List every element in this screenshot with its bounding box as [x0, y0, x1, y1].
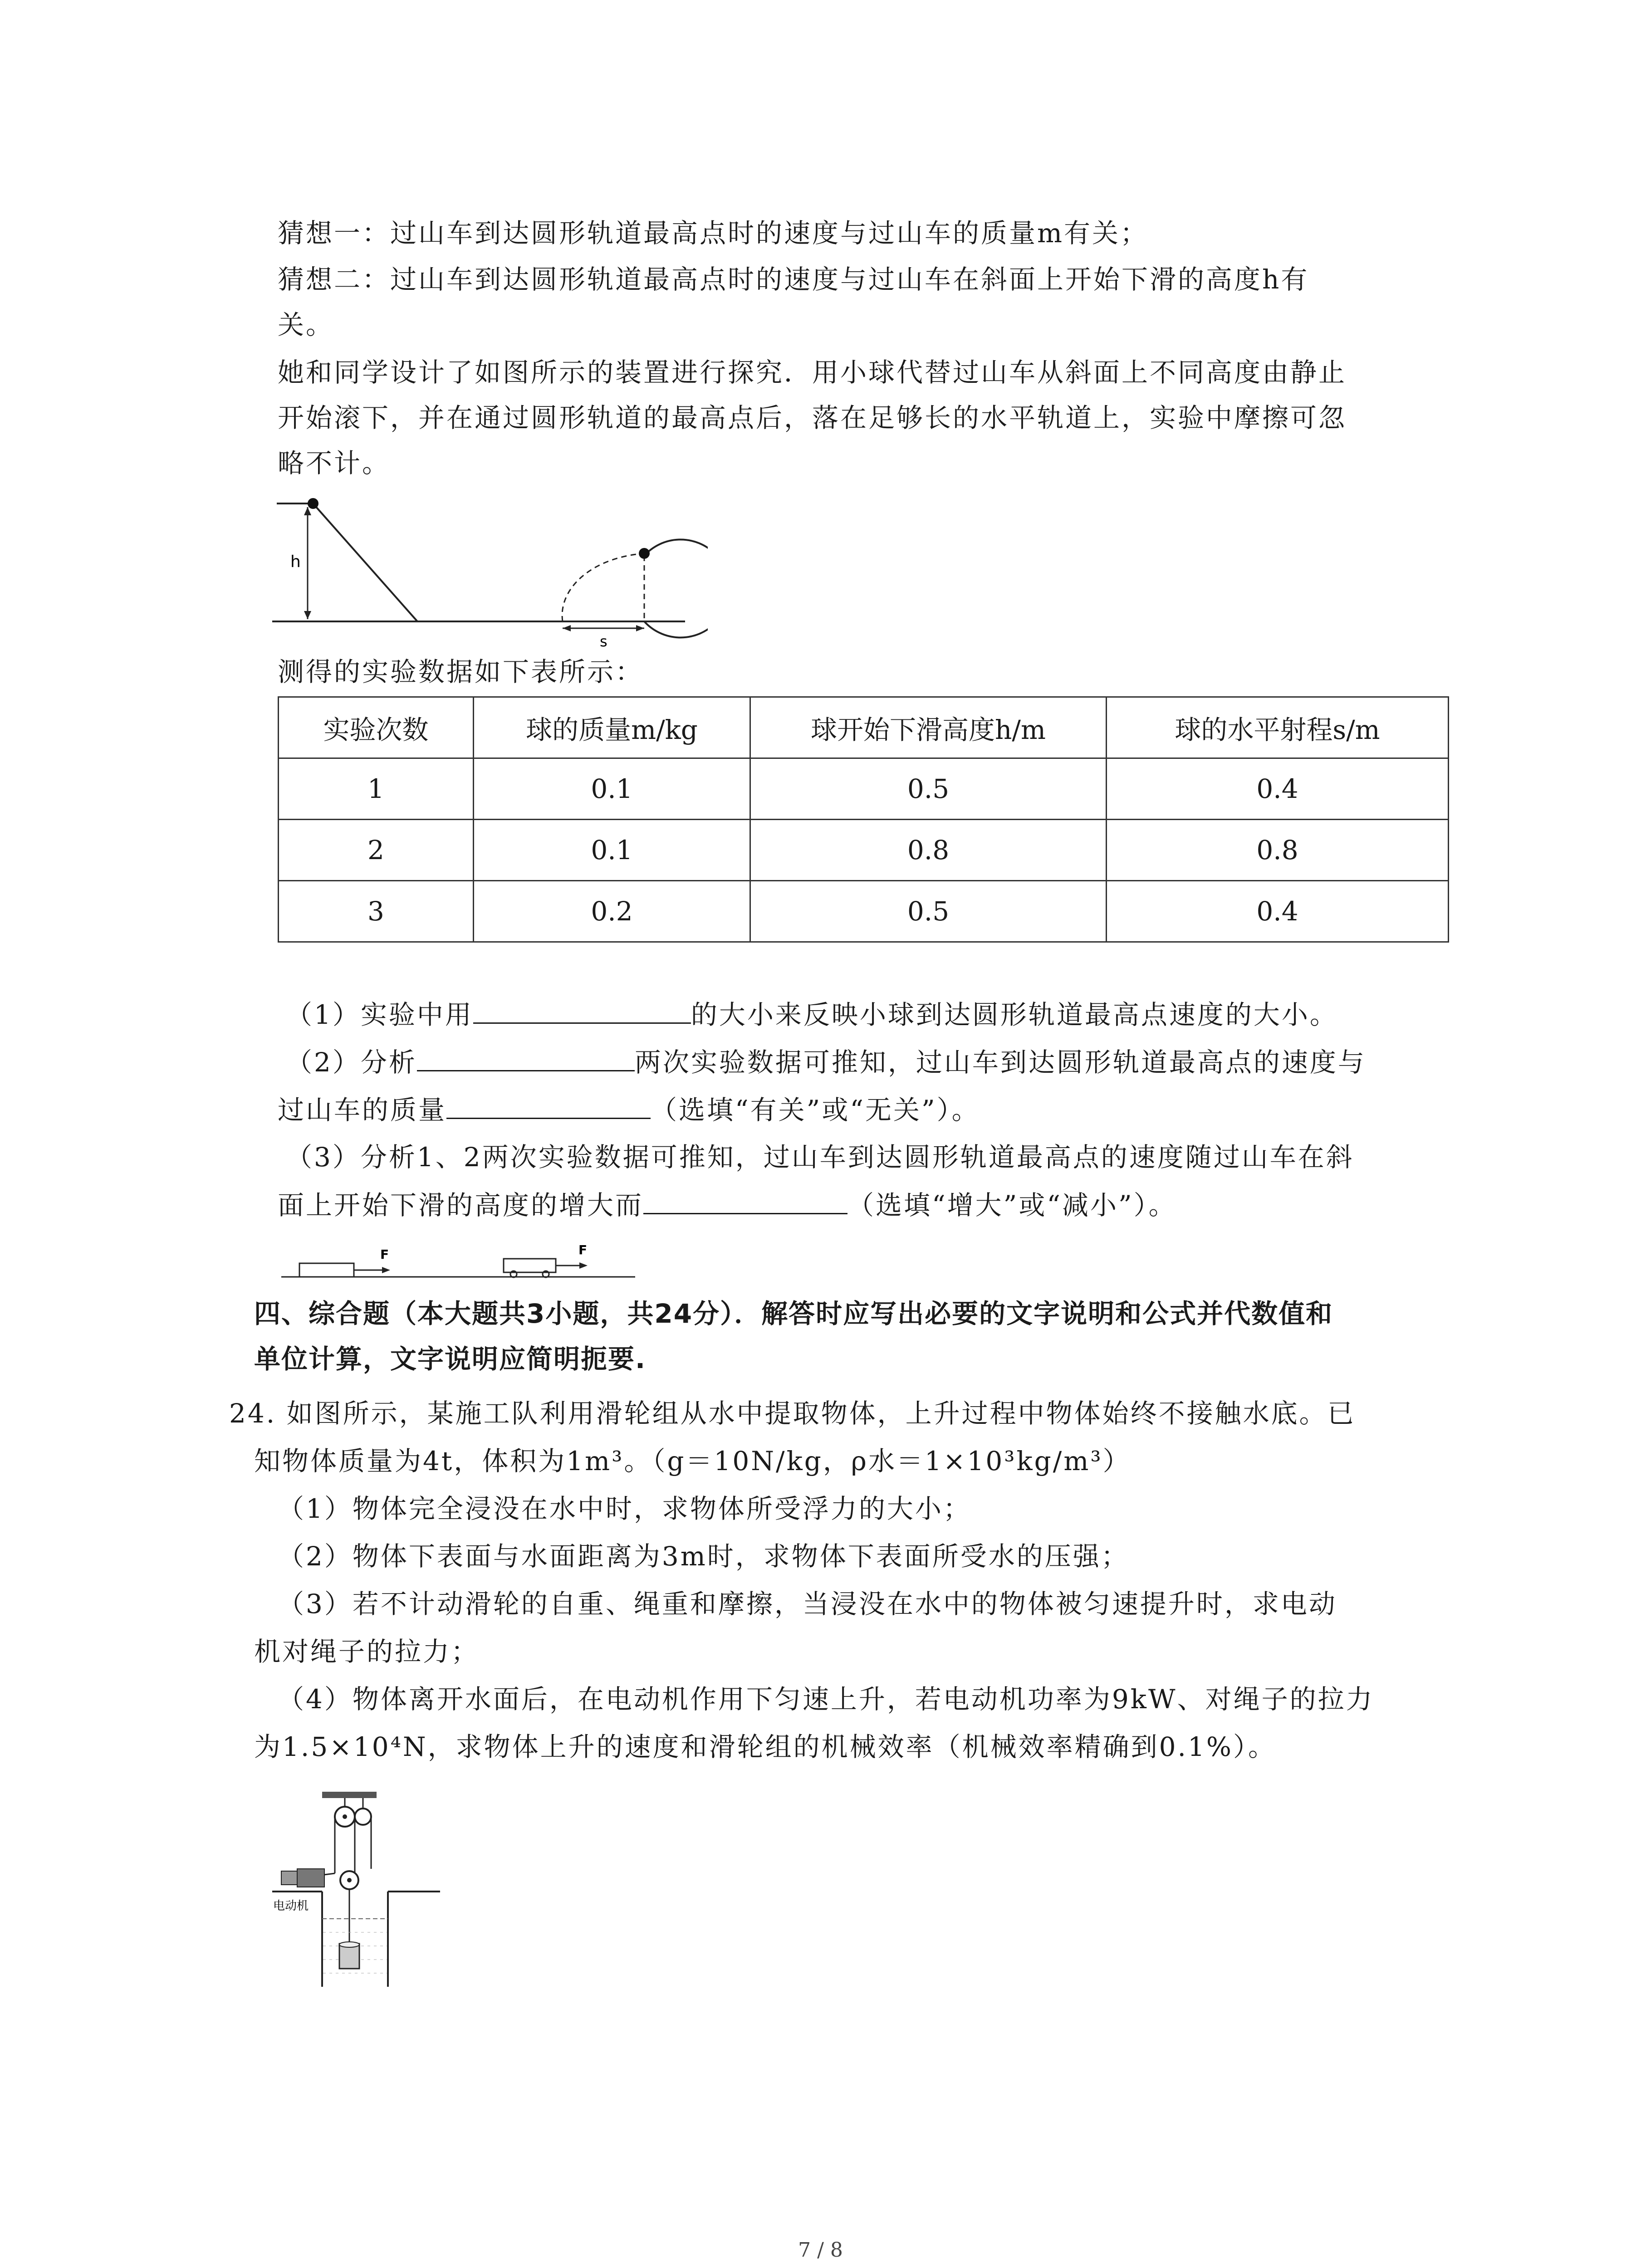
table-cell: 0.5	[750, 758, 1107, 820]
problem-24-line-2: 知物体质量为4t，体积为1m³。（g＝10N/kg，ρ水＝1×10³kg/m³）	[254, 1446, 1131, 1476]
table-cell: 3	[279, 881, 474, 942]
question-1-suffix: 的大小来反映小球到达圆形轨道最高点速度的大小。	[691, 999, 1338, 1030]
question-2	[286, 1046, 1366, 1079]
intro-line-3: 略不计。	[278, 448, 391, 479]
table-row	[279, 758, 1449, 820]
answer-blank-1[interactable]	[473, 998, 691, 1024]
block-and-cart-diagram	[281, 1232, 644, 1281]
question-1	[286, 998, 1338, 1031]
hypothesis-2-cont: 关。	[278, 309, 334, 340]
table-cell: 0.8	[1107, 820, 1449, 881]
problem-24-part-3-cont: 机对绳子的拉力；	[254, 1636, 480, 1667]
table-cell: 0.2	[474, 881, 750, 942]
table-cell: 0.8	[750, 820, 1107, 881]
table-header-row	[279, 697, 1449, 758]
question-2d: （选填“有关”或“无关”）。	[651, 1095, 980, 1125]
table-cell: 0.5	[750, 881, 1107, 942]
problem-24-part-4: （4）物体离开水面后，在电动机作用下匀速上升，若电动机功率为9kW、对绳子的拉力	[278, 1684, 1374, 1715]
section-heading-cont: 单位计算，文字说明应简明扼要.	[254, 1344, 647, 1374]
hypothesis-2: 猜想二：过山车到达圆形轨道最高点时的速度与过山车在斜面上开始下滑的高度h有	[278, 264, 1309, 295]
force-label-2: F	[578, 1242, 588, 1257]
data-table	[278, 696, 1449, 943]
page-number: 7 / 8	[798, 2239, 843, 2262]
problem-24-part-4-cont: 为1.5×10⁴N，求物体上升的速度和滑轮组的机械效率（机械效率精确到0.1%）。	[254, 1731, 1276, 1762]
force-label-1: F	[380, 1247, 389, 1262]
question-3c: （选填“增大”或“减小”）。	[847, 1190, 1177, 1221]
table-cell: 0.4	[1107, 758, 1449, 820]
question-3b: 面上开始下滑的高度的增大而	[278, 1190, 644, 1221]
table-row	[279, 820, 1449, 881]
intro-line-1: 她和同学设计了如图所示的装置进行探究．用小球代替过山车从斜面上不同高度由静止	[278, 357, 1347, 388]
question-1-prefix: （1）实验中用	[286, 999, 473, 1030]
table-cell: 1	[279, 758, 474, 820]
table-header: 球的质量m/kg	[474, 697, 750, 758]
height-label: h	[290, 552, 301, 571]
pulley-system-diagram	[272, 1783, 445, 1991]
table-header: 球的水平射程s/m	[1107, 697, 1449, 758]
table-cell: 0.1	[474, 758, 750, 820]
answer-blank-4[interactable]	[643, 1188, 847, 1214]
section-heading: 四、综合题（本大题共3小题，共24分）．解答时应写出必要的文字说明和公式并代数值和	[254, 1298, 1333, 1329]
question-2-prefix: （2）分析	[286, 1047, 417, 1078]
problem-24-part-3: （3）若不计动滑轮的自重、绳重和摩擦，当浸没在水中的物体被匀速提升时，求电动	[278, 1589, 1337, 1619]
table-intro: 测得的实验数据如下表所示：	[278, 656, 644, 687]
table-cell: 2	[279, 820, 474, 881]
range-label: s	[600, 633, 607, 650]
question-2-cont	[278, 1093, 980, 1127]
question-3: （3）分析1、2两次实验数据可推知，过山车到达圆形轨道最高点的速度随过山车在斜	[286, 1142, 1354, 1173]
answer-blank-3[interactable]	[446, 1093, 651, 1119]
table-header: 实验次数	[279, 697, 474, 758]
question-2-suffix: 两次实验数据可推知，过山车到达圆形轨道最高点的速度与	[634, 1047, 1366, 1078]
intro-line-2: 开始滚下，并在通过圆形轨道的最高点后，落在足够长的水平轨道上，实验中摩擦可忽	[278, 402, 1347, 433]
motor-label: 电动机	[273, 1899, 309, 1913]
table-cell: 0.1	[474, 820, 750, 881]
table-cell: 0.4	[1107, 881, 1449, 942]
table-row	[279, 881, 1449, 942]
answer-blank-2[interactable]	[417, 1046, 635, 1071]
hypothesis-1: 猜想一：过山车到达圆形轨道最高点时的速度与过山车的质量m有关；	[278, 218, 1149, 249]
table-header: 球开始下滑高度h/m	[750, 697, 1107, 758]
question-3-cont	[278, 1188, 1177, 1222]
problem-24-line-1: 24. 如图所示，某施工队利用滑轮组从水中提取物体，上升过程中物体始终不接触水底。已	[229, 1398, 1356, 1429]
question-2c: 过山车的质量	[278, 1095, 447, 1125]
problem-24-part-1: （1）物体完全浸没在水中时，求物体所受浮力的大小；	[278, 1493, 971, 1524]
problem-24-part-2: （2）物体下表面与水面距离为3m时，求物体下表面所受水的压强；	[278, 1541, 1129, 1572]
roller-coaster-diagram	[272, 490, 708, 662]
